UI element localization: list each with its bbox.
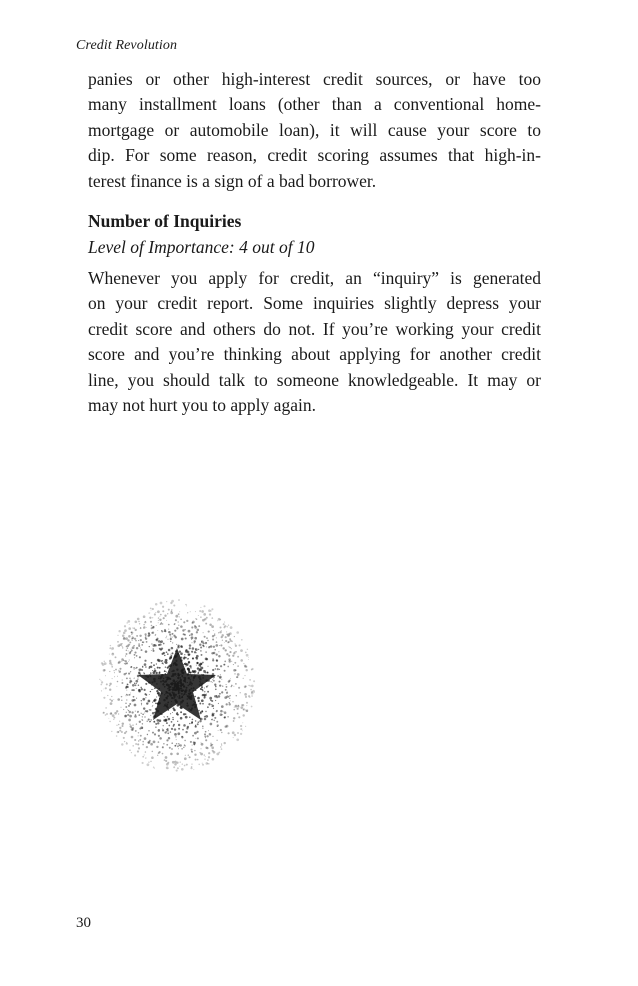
text-line: mortgage or automobile loan), it will cause your score to <box>88 119 541 140</box>
body-paragraph-1 <box>88 67 541 194</box>
text-line: dip. For some reason, credit scoring assumes that high-in- <box>88 145 541 166</box>
text-line: score and you’re thinking about applying for another credit <box>88 344 541 365</box>
text-line: may not hurt you to apply again. <box>88 394 316 415</box>
text-line: terest finance is a sign of a bad borrower. <box>88 170 377 191</box>
running-head: Credit Revolution <box>76 38 178 53</box>
text-line: credit score and others do not. If you’re working your credit <box>88 318 541 339</box>
body-paragraph-2 <box>88 266 541 418</box>
importance-subheading: Level of Importance: 4 out of 10 <box>88 237 315 257</box>
text-line: line, you should talk to someone knowledgeable. It may or <box>88 369 541 390</box>
text-line: on your credit report. Some inquiries slightly depress your <box>88 293 541 314</box>
text-line: many installment loans (other than a conventional home- <box>88 94 541 115</box>
page-number: 30 <box>76 915 91 931</box>
section-heading: Number of Inquiries <box>88 211 242 231</box>
spray-star-icon <box>92 586 262 786</box>
text-line: panies or other high-interest credit sources, or have too <box>88 69 541 89</box>
text-line: Whenever you apply for credit, an “inquiry” is generated <box>88 268 541 288</box>
